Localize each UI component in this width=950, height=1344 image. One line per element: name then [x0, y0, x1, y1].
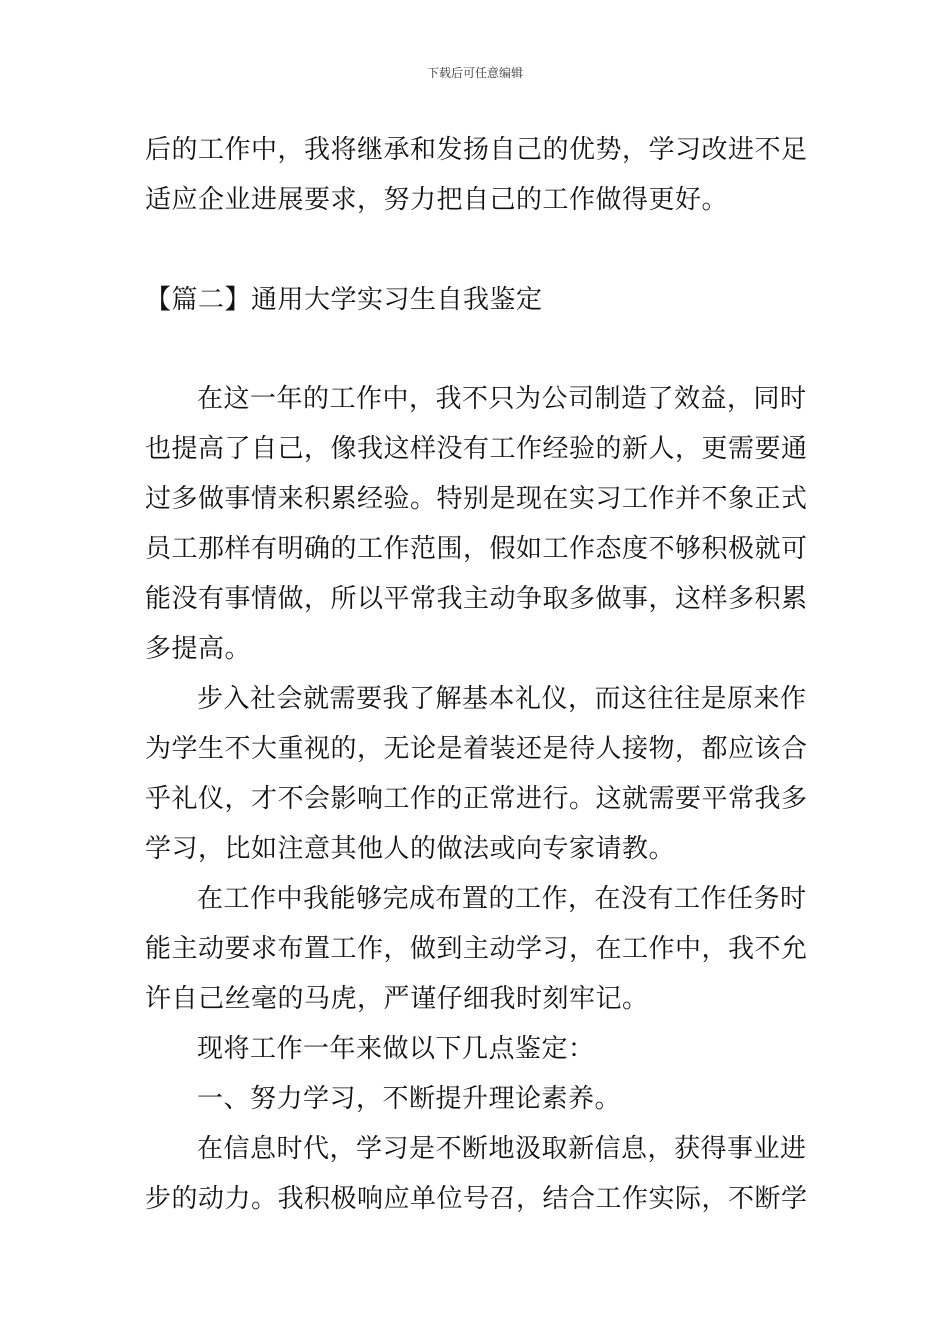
text-line: 学习，比如注意其他人的做法或向专家请教。	[145, 834, 676, 864]
text-line: 能没有事情做，所以平常我主动争取多做事，这样多积累	[145, 584, 808, 614]
text-line: 员工那样有明确的工作范围，假如工作态度不够积极就可	[145, 534, 808, 564]
text-line: 步的动力。我积极响应单位号召，结合工作实际，不断学	[145, 1184, 808, 1214]
text-line: 过多做事情来积累经验。特别是现在实习工作并不象正式	[145, 484, 808, 514]
text-line: 也提高了自己，像我这样没有工作经验的新人，更需要通	[145, 434, 808, 464]
page-header: 下载后可任意编辑	[426, 66, 523, 80]
text-line: 在工作中我能够完成布置的工作，在没有工作任务时	[197, 884, 807, 914]
text-line: 后的工作中，我将继承和发扬自己的优势，学习改进不足	[145, 135, 808, 165]
text-line: 多提高。	[145, 634, 252, 664]
text-line: 适应企业进展要求，努力把自己的工作做得更好。	[145, 185, 729, 215]
text-line: 步入社会就需要我了解基本礼仪，而这往往是原来作	[197, 684, 807, 714]
text-line: 许自己丝毫的马虎，严谨仔细我时刻牢记。	[145, 984, 649, 1014]
text-line: 在这一年的工作中，我不只为公司制造了效益，同时	[197, 384, 807, 414]
text-line: 为学生不大重视的，无论是着装还是待人接物，都应该合	[145, 734, 808, 764]
text-line: 能主动要求布置工作，做到主动学习，在工作中，我不允	[145, 934, 808, 964]
text-line: 现将工作一年来做以下几点鉴定：	[197, 1034, 595, 1064]
text-line: 乎礼仪，才不会影响工作的正常进行。这就需要平常我多	[145, 784, 808, 814]
text-line: 在信息时代，学习是不断地汲取新信息，获得事业进	[197, 1134, 807, 1164]
section-heading: 【篇二】通用大学实习生自我鉴定	[145, 285, 543, 315]
text-line: 一、努力学习，不断提升理论素养。	[197, 1084, 622, 1114]
